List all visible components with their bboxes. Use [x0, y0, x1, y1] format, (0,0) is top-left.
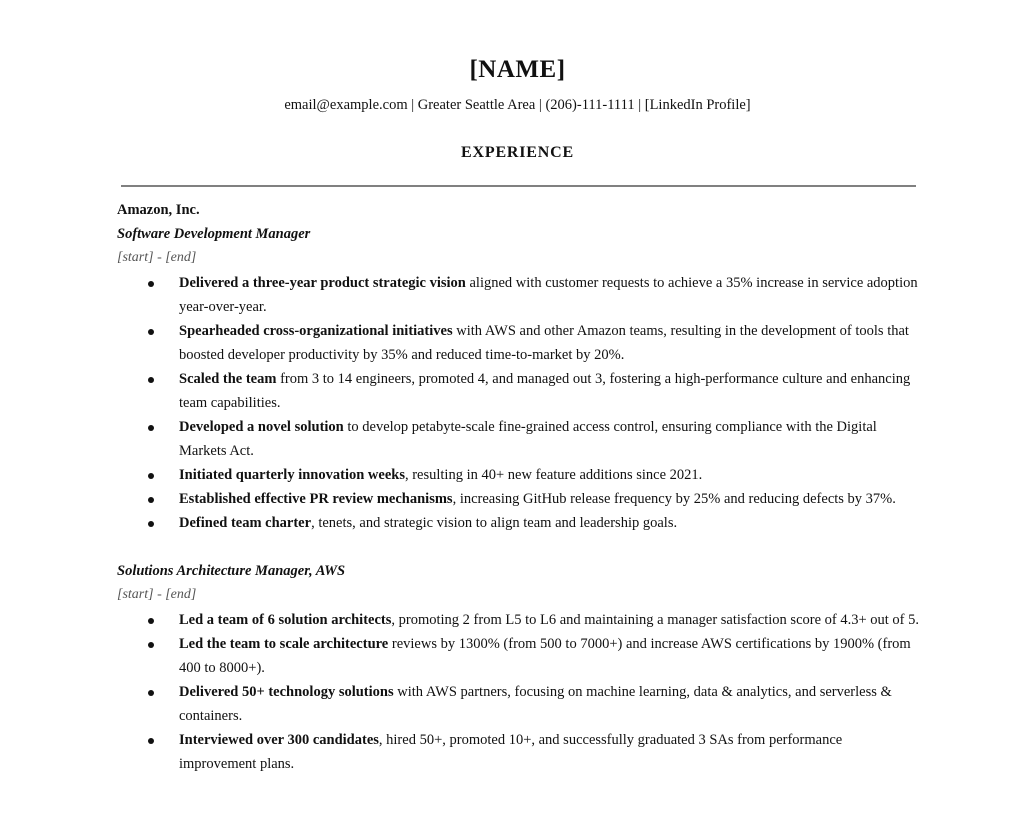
bullet-highlight: Led a team of 6 solution architects [179, 612, 392, 628]
bullet-item [179, 608, 919, 632]
bullet-text: to develop petabyte-scale fine-grained access control, ensuring compliance with the Digital Markets Act. [179, 419, 877, 459]
bullet-dot-icon [148, 425, 154, 431]
bullet-dot-icon [148, 642, 154, 648]
role-title: Software Development Manager [117, 226, 311, 242]
bullet-dot-icon [148, 497, 154, 503]
contact-line: email@example.com | Greater Seattle Area | (206)-111-1111 | [LinkedIn Profile] [284, 97, 751, 113]
bullet-dot-icon [148, 377, 154, 383]
role-bullets [179, 271, 919, 535]
bullet-dot-icon [148, 618, 154, 624]
bullet-highlight: Defined team charter [179, 515, 312, 531]
bullet-item [179, 680, 919, 728]
section-divider [121, 185, 916, 187]
bullet-highlight: Interviewed over 300 candidates [179, 732, 379, 748]
role-dates: [start] - [end] [117, 587, 197, 602]
bullet-highlight: Scaled the team [179, 371, 277, 387]
bullet-highlight: Established effective PR review mechanisms [179, 491, 453, 507]
bullet-text: aligned with customer requests to achieve a 35% increase in service adoption year-over-year. [179, 275, 918, 315]
bullet-dot-icon [148, 738, 154, 744]
bullet-highlight: Initiated quarterly innovation weeks [179, 467, 405, 483]
bullet-dot-icon [148, 473, 154, 479]
role-bullets [179, 608, 919, 776]
bullet-text: reviews by 1300% (from 500 to 7000+) and increase AWS certifications by 1900% (from 400 to 8000+). [179, 636, 911, 676]
bullet-text: with AWS and other Amazon teams, resulting in the development of tools that boosted developer productivity by 35% and reduced time-to-market by 20%. [179, 323, 909, 363]
bullet-dot-icon [148, 329, 154, 335]
bullet-text: , hired 50+, promoted 10+, and successfully graduated 3 SAs from performance improvement plans. [179, 732, 843, 772]
candidate-name: [NAME] [469, 56, 566, 83]
bullet-dot-icon [148, 690, 154, 696]
role-dates: [start] - [end] [117, 250, 197, 265]
bullet-dot-icon [148, 521, 154, 527]
bullet-highlight: Delivered a three-year product strategic vision [179, 275, 466, 291]
bullet-item [179, 319, 919, 367]
bullet-item [179, 728, 919, 776]
bullet-text: , promoting 2 from L5 to L6 and maintaining a manager satisfaction score of 4.3+ out of 5. [391, 612, 920, 628]
bullet-text: , tenets, and strategic vision to align team and leadership goals. [311, 515, 678, 531]
bullet-item [179, 511, 919, 535]
company-name: Amazon, Inc. [117, 202, 200, 218]
role-title: Solutions Architecture Manager, AWS [117, 563, 346, 579]
bullet-item [179, 463, 919, 487]
bullet-text: , resulting in 40+ new feature additions since 2021. [404, 467, 703, 483]
bullet-dot-icon [148, 281, 154, 287]
bullet-highlight: Developed a novel solution [179, 419, 344, 435]
bullet-item [179, 415, 919, 463]
bullet-text: with AWS partners, focusing on machine learning, data & analytics, and serverless & containers. [179, 684, 892, 724]
bullet-highlight: Delivered 50+ technology solutions [179, 684, 394, 700]
bullet-text: , increasing GitHub release frequency by 25% and reducing defects by 37%. [452, 491, 896, 507]
bullet-item [179, 487, 919, 511]
section-title-experience: EXPERIENCE [461, 144, 574, 161]
bullet-highlight: Spearheaded cross-organizational initiatives [179, 323, 453, 339]
bullet-item [179, 367, 919, 415]
bullet-text: from 3 to 14 engineers, promoted 4, and managed out 3, fostering a high-performance culture and enhancing team capabilities. [179, 371, 911, 411]
bullet-item [179, 271, 919, 319]
bullet-item [179, 632, 919, 680]
bullet-highlight: Led the team to scale architecture [179, 636, 389, 652]
